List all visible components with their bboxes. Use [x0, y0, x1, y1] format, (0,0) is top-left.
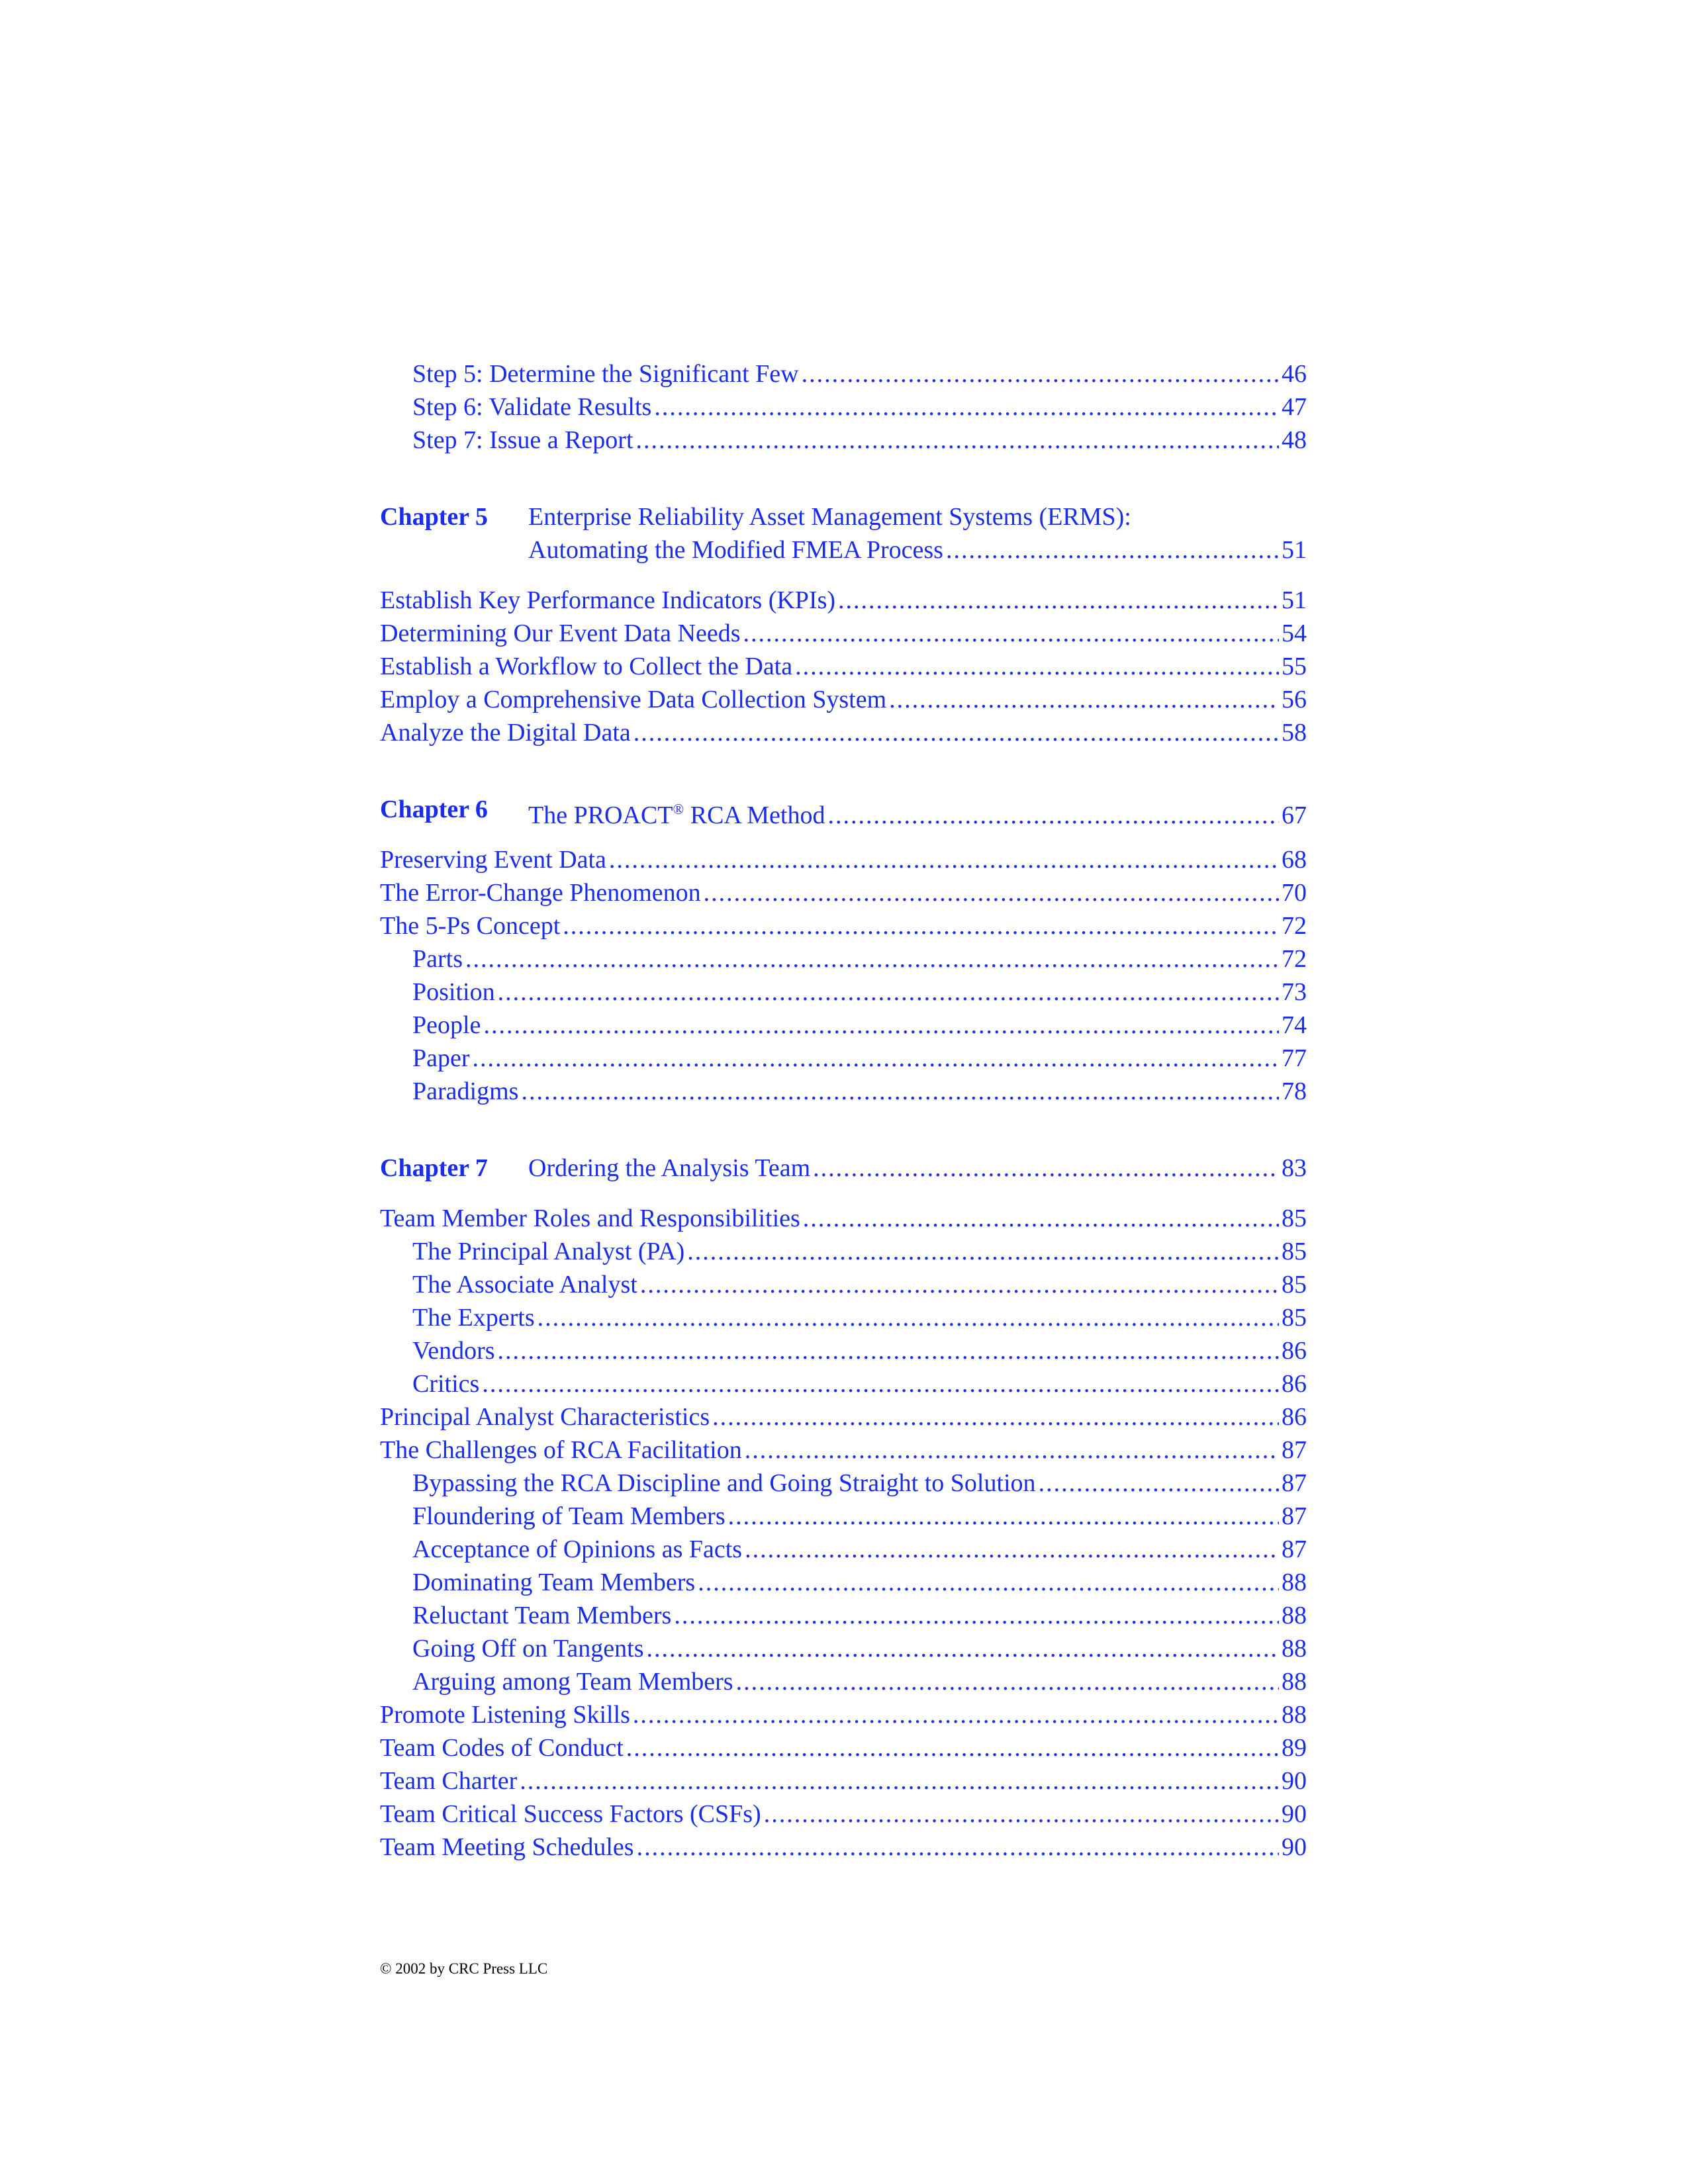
- toc-entry-title: Dominating Team Members: [412, 1569, 696, 1596]
- toc-entry-title: Reluctant Team Members: [412, 1602, 672, 1629]
- toc-entry-page: 88: [1282, 1668, 1307, 1696]
- toc-entry-title: People: [412, 1011, 481, 1039]
- toc-entry-title: Establish a Workflow to Collect the Data: [380, 653, 793, 680]
- toc-entry-title: Paradigms: [412, 1077, 519, 1105]
- toc-entry-page: 51: [1282, 586, 1307, 614]
- chapter-5-title-entry[interactable]: [528, 533, 1307, 567]
- chapter-7-page: 83: [1282, 1154, 1307, 1182]
- toc-entry-title: The Error-Change Phenomenon: [380, 879, 701, 907]
- toc-entry-page: 87: [1282, 1502, 1307, 1530]
- chapter-5-heading: [380, 500, 1307, 567]
- toc-entry[interactable]: [380, 1831, 1307, 1864]
- toc-entry-title: Paper: [412, 1044, 470, 1072]
- toc-entry[interactable]: [380, 909, 1307, 942]
- toc-entry-title: Team Charter: [380, 1767, 518, 1795]
- toc-entry[interactable]: [380, 617, 1307, 650]
- toc-entry-page: 72: [1282, 945, 1307, 973]
- toc-subentry[interactable]: [380, 1009, 1307, 1042]
- toc-entry-title: Analyze the Digital Data: [380, 719, 631, 747]
- chapter-6-subentries: [380, 942, 1307, 1108]
- chapter-5-title-block: [528, 500, 1307, 567]
- toc-entry-title: The Principal Analyst (PA): [412, 1238, 685, 1265]
- dot-leader: [827, 799, 1279, 832]
- chapter-5-title-line1[interactable]: Enterprise Reliability Asset Management Systems (ERMS):: [528, 503, 1131, 531]
- dot-leader: [687, 1235, 1279, 1268]
- dot-leader: [654, 390, 1279, 424]
- toc-entry-title: Principal Analyst Characteristics: [380, 1403, 710, 1431]
- dot-leader: [473, 1042, 1279, 1075]
- chapter-7-title-entry[interactable]: [528, 1152, 1307, 1185]
- toc-entry-page: 54: [1282, 619, 1307, 647]
- toc-entry-title: Acceptance of Opinions as Facts: [412, 1535, 743, 1563]
- toc-subentry[interactable]: [380, 1075, 1307, 1108]
- toc-subentry[interactable]: [380, 1268, 1307, 1301]
- chapter-6-title: The PROACT® RCA Method: [528, 801, 825, 829]
- toc-entry[interactable]: [380, 683, 1307, 716]
- chapter-6-title-entry[interactable]: [528, 793, 1307, 829]
- toc-entry-title: Bypassing the RCA Discipline and Going Straight to Solution: [412, 1469, 1036, 1497]
- table-of-contents: [380, 357, 1307, 1864]
- toc-entry-challenges-of-rca-facilitation[interactable]: [380, 1433, 1307, 1467]
- dot-leader: [946, 533, 1279, 567]
- toc-entry-page: 48: [1282, 426, 1307, 454]
- toc-entry-page: 90: [1282, 1833, 1307, 1861]
- toc-entry-page: 85: [1282, 1271, 1307, 1298]
- toc-entry-title: Team Codes of Conduct: [380, 1734, 624, 1762]
- chapter-7-title-block: [528, 1152, 1307, 1185]
- toc-subentry[interactable]: [380, 942, 1307, 976]
- toc-entry-page: 77: [1282, 1044, 1307, 1072]
- chapter-5-label[interactable]: Chapter 5: [380, 503, 488, 531]
- toc-entry-page: 58: [1282, 719, 1307, 747]
- toc-entry-page: 78: [1282, 1077, 1307, 1105]
- lead-entries: [380, 357, 1307, 457]
- toc-entry-title: Preserving Event Data: [380, 846, 606, 874]
- dot-leader: [728, 1500, 1279, 1533]
- dot-leader: [520, 1764, 1279, 1797]
- toc-entry-page: 86: [1282, 1403, 1307, 1431]
- toc-subentry[interactable]: [380, 424, 1307, 457]
- dot-leader: [674, 1599, 1279, 1632]
- toc-entry-title: Team Meeting Schedules: [380, 1833, 634, 1861]
- toc-entry-team-member-roles[interactable]: [380, 1202, 1307, 1235]
- toc-entry-title: Promote Listening Skills: [380, 1701, 630, 1729]
- dot-leader: [626, 1731, 1279, 1764]
- dot-leader: [813, 1152, 1279, 1185]
- toc-entry-page: 46: [1282, 360, 1307, 388]
- dot-leader: [1039, 1467, 1279, 1500]
- toc-entry-page: 55: [1282, 653, 1307, 680]
- dot-leader: [745, 1533, 1279, 1566]
- dot-leader: [633, 716, 1279, 749]
- dot-leader: [483, 1009, 1279, 1042]
- toc-entry-page: 90: [1282, 1767, 1307, 1795]
- dot-leader: [838, 584, 1279, 617]
- toc-entry-page: 85: [1282, 1205, 1307, 1232]
- dot-leader: [563, 909, 1279, 942]
- toc-subentry[interactable]: [380, 1500, 1307, 1533]
- toc-entry-title: Determining Our Event Data Needs: [380, 619, 741, 647]
- toc-subentry[interactable]: [380, 1467, 1307, 1500]
- toc-entry-page: 70: [1282, 879, 1307, 907]
- toc-entry[interactable]: [380, 876, 1307, 909]
- dot-leader: [633, 1698, 1279, 1731]
- toc-entry-page: 87: [1282, 1469, 1307, 1497]
- dot-leader: [698, 1566, 1279, 1599]
- toc-entry-title: Step 7: Issue a Report: [412, 426, 633, 454]
- copyright-footer: © 2002 by CRC Press LLC: [380, 1960, 548, 1977]
- toc-entry-title: Team Member Roles and Responsibilities: [380, 1205, 800, 1232]
- dot-leader: [764, 1797, 1279, 1831]
- dot-leader: [745, 1433, 1279, 1467]
- dot-leader: [498, 1334, 1279, 1367]
- toc-entry[interactable]: [380, 1731, 1307, 1764]
- toc-entry-title: Step 5: Determine the Significant Few: [412, 360, 799, 388]
- toc-subentry[interactable]: [380, 976, 1307, 1009]
- dot-leader: [712, 1400, 1279, 1433]
- dot-leader: [465, 942, 1279, 976]
- toc-subentry[interactable]: [380, 1566, 1307, 1599]
- toc-entry-page: 85: [1282, 1238, 1307, 1265]
- chapter-5-title-line2: Automating the Modified FMEA Process: [528, 536, 943, 564]
- dot-leader: [609, 843, 1279, 876]
- toc-entry-page: 88: [1282, 1602, 1307, 1629]
- toc-entry-title: The Experts: [412, 1304, 535, 1332]
- dot-leader: [889, 683, 1279, 716]
- toc-subentry[interactable]: [380, 1301, 1307, 1334]
- dot-leader: [647, 1632, 1279, 1665]
- chapter-5-page: 51: [1282, 536, 1307, 564]
- toc-entry-page: 85: [1282, 1304, 1307, 1332]
- chapter-6-entries: [380, 843, 1307, 942]
- toc-entry[interactable]: [380, 1764, 1307, 1797]
- dot-leader: [482, 1367, 1279, 1400]
- toc-entry[interactable]: [380, 1797, 1307, 1831]
- chapter-7-heading: [380, 1152, 1307, 1185]
- dot-leader: [736, 1665, 1279, 1698]
- toc-subentry[interactable]: [380, 1533, 1307, 1566]
- toc-subentry[interactable]: [380, 1334, 1307, 1367]
- toc-entry-principal-analyst-characteristics[interactable]: [380, 1400, 1307, 1433]
- toc-subentry[interactable]: [380, 1235, 1307, 1268]
- toc-entry-title: Parts: [412, 945, 463, 973]
- toc-entry[interactable]: [380, 584, 1307, 617]
- dot-leader: [636, 424, 1279, 457]
- toc-entry-page: 88: [1282, 1569, 1307, 1596]
- toc-entry-title: Arguing among Team Members: [412, 1668, 733, 1696]
- toc-subentry[interactable]: [380, 1665, 1307, 1698]
- dot-leader: [498, 976, 1279, 1009]
- toc-entry-page: 56: [1282, 686, 1307, 713]
- toc-entry-page: 86: [1282, 1337, 1307, 1365]
- toc-subentry[interactable]: [380, 1042, 1307, 1075]
- toc-entry[interactable]: [380, 650, 1307, 683]
- dot-leader: [704, 876, 1279, 909]
- toc-entry-title: Employ a Comprehensive Data Collection System: [380, 686, 887, 713]
- toc-entry[interactable]: [380, 843, 1307, 876]
- toc-entry[interactable]: [380, 716, 1307, 749]
- dot-leader: [795, 650, 1279, 683]
- toc-entry-page: 89: [1282, 1734, 1307, 1762]
- toc-subentry[interactable]: [380, 1632, 1307, 1665]
- toc-entry-title: The Associate Analyst: [412, 1271, 637, 1298]
- toc-subentry[interactable]: [380, 1599, 1307, 1632]
- dot-leader: [803, 1202, 1279, 1235]
- toc-entry-title: Vendors: [412, 1337, 495, 1365]
- toc-entry-title: Critics: [412, 1370, 480, 1398]
- dot-leader: [521, 1075, 1279, 1108]
- toc-entry-title: Position: [412, 978, 495, 1006]
- chapter-6-heading: [380, 793, 1307, 829]
- chapter-7-challenges-subentries: [380, 1467, 1307, 1698]
- chapter-6-title-block: [528, 793, 1307, 829]
- toc-subentry[interactable]: [380, 1367, 1307, 1400]
- chapter-6-label[interactable]: Chapter 6: [380, 796, 488, 823]
- registered-mark: ®: [673, 801, 684, 817]
- toc-entry-page: 74: [1282, 1011, 1307, 1039]
- chapter-6-page: 67: [1282, 801, 1307, 829]
- dot-leader: [802, 357, 1279, 390]
- toc-entry-page: 87: [1282, 1436, 1307, 1464]
- dot-leader: [538, 1301, 1279, 1334]
- toc-entry-title: Going Off on Tangents: [412, 1635, 644, 1662]
- toc-entry-page: 72: [1282, 912, 1307, 940]
- toc-entry-title: Step 6: Validate Results: [412, 393, 652, 421]
- chapter-7-tail-entries: [380, 1698, 1307, 1864]
- dot-leader: [640, 1268, 1279, 1301]
- toc-subentry[interactable]: [380, 357, 1307, 390]
- toc-entry-title: The 5-Ps Concept: [380, 912, 561, 940]
- toc-entry-title: Team Critical Success Factors (CSFs): [380, 1800, 761, 1828]
- toc-entry-title: Floundering of Team Members: [412, 1502, 726, 1530]
- toc-entry-page: 88: [1282, 1635, 1307, 1662]
- toc-entry-page: 73: [1282, 978, 1307, 1006]
- dot-leader: [743, 617, 1280, 650]
- chapter-7-roles-subentries: [380, 1235, 1307, 1400]
- toc-entry-page: 88: [1282, 1701, 1307, 1729]
- toc-entry-page: 47: [1282, 393, 1307, 421]
- toc-entry-page: 90: [1282, 1800, 1307, 1828]
- chapter-7-label[interactable]: Chapter 7: [380, 1154, 488, 1182]
- toc-entry-page: 68: [1282, 846, 1307, 874]
- toc-entry-title: The Challenges of RCA Facilitation: [380, 1436, 742, 1464]
- toc-entry-page: 87: [1282, 1535, 1307, 1563]
- toc-entry-title: Establish Key Performance Indicators (KPIs): [380, 586, 836, 614]
- chapter-7-title: Ordering the Analysis Team: [528, 1154, 811, 1182]
- toc-entry-page: 86: [1282, 1370, 1307, 1398]
- chapter-5-entries: [380, 584, 1307, 749]
- toc-entry[interactable]: [380, 1698, 1307, 1731]
- toc-subentry[interactable]: [380, 390, 1307, 424]
- dot-leader: [637, 1831, 1279, 1864]
